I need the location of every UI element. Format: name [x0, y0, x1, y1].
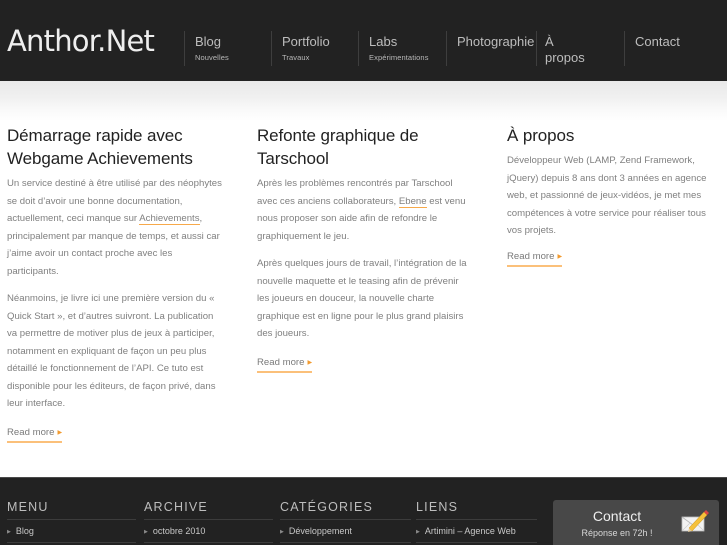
footer-link-artimini[interactable]: [416, 520, 537, 543]
bullet-icon: ▶: [7, 529, 11, 535]
article-paragraph: [257, 175, 469, 245]
read-more-link[interactable]: [7, 426, 62, 443]
article-webgame-achievements: [7, 124, 222, 443]
nav-portfolio[interactable]: [271, 31, 330, 66]
nav-a-propos[interactable]: [536, 31, 585, 66]
link-label: Artimini – Agence Web: [424, 526, 516, 536]
nav-sublabel: Travaux: [282, 53, 310, 62]
link-label: octobre 2010: [152, 526, 206, 536]
article-paragraph: [7, 175, 222, 280]
nav-label: À propos: [545, 34, 585, 65]
nav-blog[interactable]: [184, 31, 229, 66]
link-label: Développement: [288, 526, 352, 536]
footer-links: [416, 500, 537, 543]
footer-link-blog[interactable]: [7, 520, 136, 543]
nav-label: Labs: [369, 34, 398, 49]
read-more-label: Read more: [507, 250, 555, 262]
article-paragraph: Néanmoins, je livre ici une première version du « Quick Start », et d’autres suivront. La publication va permettre de motiver plus de jeux à participer, notamment en expliquant de façon un peu plus détaillé le fonctionnement de l’API. Ce tuto est disponible pour les éditeurs, de façon privé, dans leur interface.: [7, 293, 216, 409]
read-more-link[interactable]: [507, 250, 562, 267]
footer-archive: [144, 500, 273, 543]
nav-labs[interactable]: [358, 31, 429, 66]
footer-heading: ARCHIVE: [144, 500, 273, 520]
text: , principalement par manque de temps, et aussi car j’aime avoir un contact proche avec les participants.: [7, 213, 220, 277]
arrow-right-icon: ▶: [307, 359, 313, 366]
text: Après les problèmes rencontrés par Tarschool avec ces anciens collaborateurs,: [257, 178, 453, 207]
contact-subtitle: Réponse en 72h !: [581, 528, 653, 538]
ebene-link[interactable]: Ebene: [398, 195, 427, 207]
site-header: [0, 0, 727, 81]
arrow-right-icon: ▶: [557, 253, 563, 260]
footer-categories: [280, 500, 411, 543]
footer-heading: CATÉGORIES: [280, 500, 411, 520]
nav-label: Blog: [195, 34, 222, 49]
nav-label: Photographie: [457, 34, 535, 49]
site-footer: [0, 477, 727, 545]
link-label: Blog: [15, 526, 34, 536]
nav-contact[interactable]: [624, 31, 680, 66]
text: Un service destiné à être utilisé par des néophytes se doit d’avoir une bonne documentation, actuellement, ceci manque sur: [7, 178, 222, 224]
footer-menu: [7, 500, 136, 543]
footer-link-developpement[interactable]: [280, 520, 411, 543]
footer-heading: MENU: [7, 500, 136, 520]
about-section: [507, 124, 721, 267]
about-paragraph: Développeur Web (LAMP, Zend Framework, jQuery) depuis 8 ans dont 3 années en agence web, et passionné de jeux-vidéos, je met mes compétences à votre service pour réaliser tous vos projets.: [507, 155, 707, 236]
bullet-icon: ▶: [280, 529, 284, 535]
article-title: Refonte graphique de Tarschool: [257, 126, 419, 168]
footer-heading: LIENS: [416, 500, 537, 520]
contact-title: Contact: [592, 508, 642, 524]
nav-label: Portfolio: [282, 34, 330, 49]
text: est venu nous proposer son aide afin de refondre le graphiquement le jeu.: [257, 195, 466, 242]
nav-photographie[interactable]: [446, 31, 534, 66]
footer-link-archive-octobre-2010[interactable]: [144, 520, 273, 543]
read-more-label: Read more: [257, 356, 305, 368]
article-paragraph: Après quelques jours de travail, l’intégration de la nouvelle maquette et le teasing afin de prévenir les joueurs en douceur, la nouvelle charte graphique est en ligne pour le plus grand plaisirs des joueurs.: [257, 258, 467, 339]
bullet-icon: ▶: [144, 529, 148, 535]
read-more-label: Read more: [7, 426, 55, 438]
site-logo[interactable]: Anthor.Net: [7, 24, 155, 58]
read-more-link[interactable]: [257, 356, 312, 373]
bullet-icon: ▶: [416, 529, 420, 535]
mail-pencil-icon: [681, 509, 709, 533]
article-title: Démarrage rapide avec Webgame Achievements: [7, 126, 193, 168]
arrow-right-icon: ▶: [57, 429, 63, 436]
article-tarschool: [257, 124, 469, 373]
nav-label: Contact: [635, 34, 680, 49]
header-shadow-band: [0, 81, 727, 121]
achievements-link[interactable]: Achievements: [139, 213, 200, 224]
nav-sublabel: Nouvelles: [195, 53, 229, 62]
nav-sublabel: Expérimentations: [369, 53, 429, 62]
about-title: À propos: [507, 126, 575, 145]
contact-button[interactable]: [553, 500, 719, 545]
